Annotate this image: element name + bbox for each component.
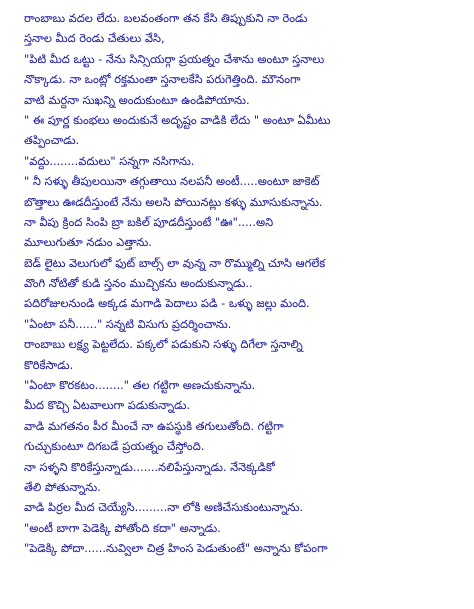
text-line: "ఏంటా పనీ......" సన్నటి విసుగు ప్రదర్శించాను. [24, 316, 232, 331]
text-line: నొక్కాడు. నా ఒంట్లో రక్తమంతా స్తనాలకేసి పరుగెత్తింది. మౌనంగా [24, 72, 301, 87]
text-line: వాటి మర్దనా సుఖన్ని అందుకుంటూ ఉండిపోయాను. [24, 92, 250, 107]
text-line: "వద్దు........వదులు" సన్నగా నసిగాను. [24, 153, 195, 168]
text-line: బెడ్ లైటు వెలుగులో ఫుట్ బాల్స్ లా వున్న నా రొమ్ముల్ని చూసి ఆగలేక [24, 255, 326, 270]
text-line: " ఈ పూర్ణ కుంభలు అందుకునే అదృష్టం వాడికి లేదు " అంటూ ఏమీటు [24, 112, 331, 127]
text-line: వాడి పిర్రల మీద చెయ్యేసి.........నా లోకి అణిచేసుకుంటున్నాను. [24, 500, 304, 515]
text-line: రాంబాబు లక్ష్య పెట్టలేదు. పక్కలో పడుకుని సళ్ళు దిగేలా స్తనాల్ని [24, 337, 303, 352]
text-line: మీద కొచ్చి ఏటవాలుగా పడుకున్నాడు. [24, 398, 191, 413]
text-line: వొంగి నోటితో కుడి స్తనం ముచ్చికను అందుకున్నాడు.. [24, 276, 253, 291]
text-line: కొరికేసాడు. [24, 357, 74, 372]
text-line: తప్పించాడు. [24, 133, 80, 148]
text-line: మూలుగుతూ నడుం ఎత్తాను. [24, 235, 152, 250]
text-line: నా సళ్ళని కొరికేస్తున్నాడు.......నలిపేస్తున్నాడు. నేనెక్కడికో [24, 459, 275, 474]
text-line: "ఏంటా కొరకటం........" తల గట్టిగా అణచుకున్నాను. [24, 378, 256, 393]
text-line: బొత్తాలు ఊడదీస్తుంటే నేను అలసి పోయినట్లు కళ్ళు మూసుకున్నాను. [24, 194, 323, 209]
text-line: స్తనాల మీద రెండు చేతులు వేసి, [24, 31, 165, 46]
text-line: "అంటీ బాగా పెడెక్కి పోతోంది కదా" అన్నాడు. [24, 520, 221, 535]
text-line: నా వీపు క్రింద సింపి బ్రా బకిల్ పూడదీస్తుంటే "ఊ".....అని [24, 214, 274, 229]
text-line: "పిటి మీద ఒట్టు - నేను సిన్సియర్గా ప్రయత్నం చేశాను అంటూ స్తనాలు [24, 51, 325, 66]
text-line: పదిరోజులనుండి అక్కడ మగాడి పెదాలు పడి - ఒళ్ళు జల్లు మంది. [24, 296, 310, 311]
text-line: రాంబాబు వదల లేదు. బలవంతంగా తన కేసి తిప్పుకుని నా రెండు [24, 11, 308, 25]
text-line: వాడి మగతనం పీర మీంచే నా ఉపస్థుకి తగులుతోంది. గట్టిగా [24, 418, 284, 433]
text-line: " నీ సళ్ళు తీపులయినా తగ్గుతాయి నలపనీ అంటీ.....అంటూ జాకెట్ [24, 174, 320, 189]
text-line: గుచ్చుకుంటూ దిగబడే ప్రయత్నం చేస్తోంది. [24, 439, 205, 454]
document-page [24, 8, 464, 603]
text-line: "పెడెక్కి పోదా......నువ్విలా చిత్ర హింస పెడుతుంటే" అన్నాను కోపంగా [24, 541, 328, 556]
text-line: తేలి పోతున్నాను. [24, 479, 101, 494]
